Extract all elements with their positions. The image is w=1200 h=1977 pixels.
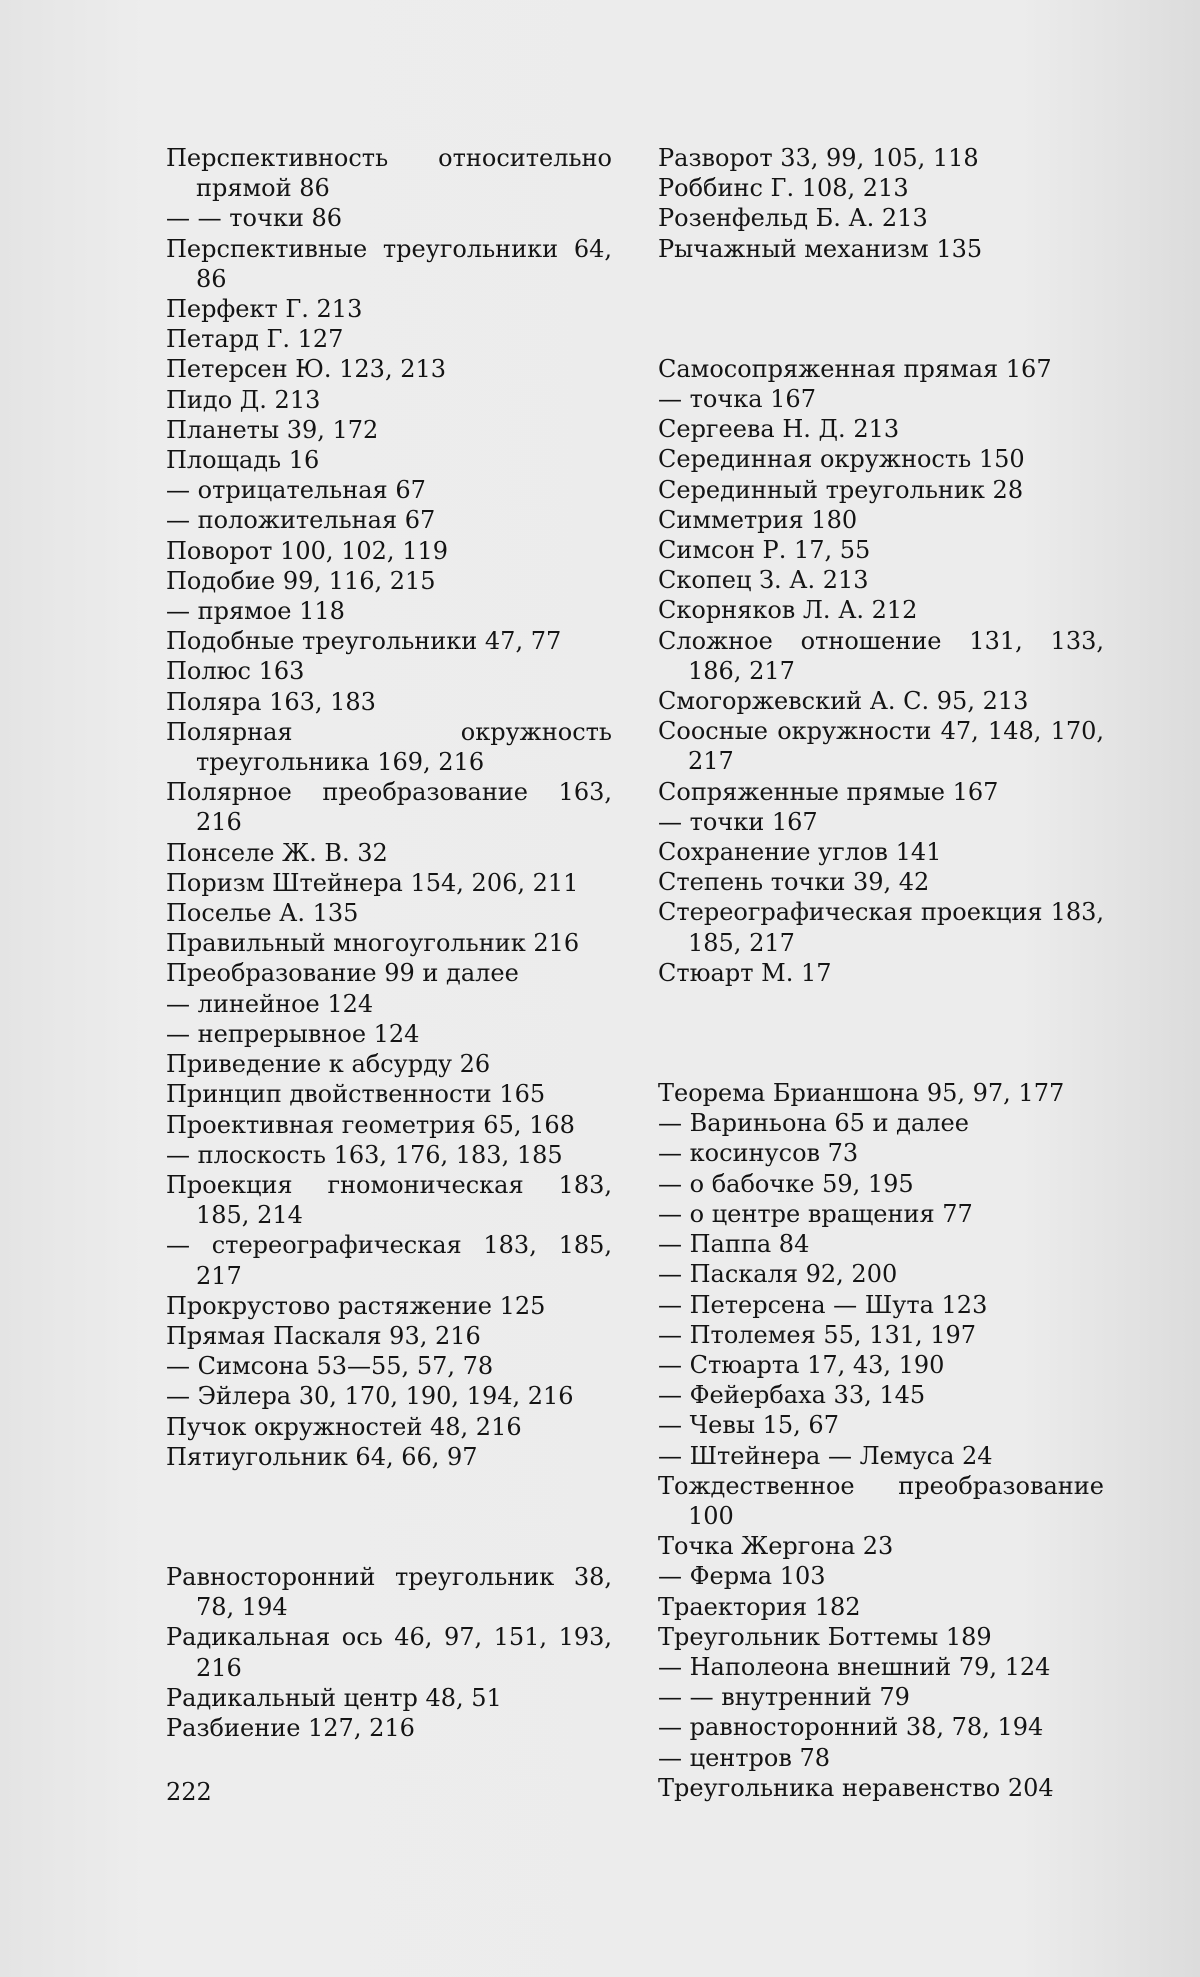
index-entry: — непрерывное 124 — [166, 1019, 420, 1048]
index-entry: — Симсона 53—55, 57, 78 — [166, 1352, 494, 1381]
index-entry: Перфект Г. 213 — [166, 295, 363, 324]
section-gap — [658, 988, 1104, 1078]
index-entry: — Паппа 84 — [658, 1230, 810, 1259]
index-entry: Разбиение 127, 216 — [166, 1713, 415, 1742]
index-entry: Роббинс Г. 108, 213 — [658, 174, 909, 203]
index-entry: Поляра 163, 183 — [166, 687, 376, 716]
index-entry: Петерсен Ю. 123, 213 — [166, 355, 447, 384]
section-gap — [166, 1472, 612, 1562]
index-entry: Стереографическая проекция 183, 185, 217 — [658, 898, 1104, 957]
index-entry: Стюарт М. 17 — [658, 958, 832, 987]
index-entry: — Наполеона внешний 79, 124 — [658, 1652, 1051, 1681]
index-entry: Степень точки 39, 42 — [658, 868, 930, 897]
index-entry: Смогоржевский А. С. 95, 213 — [658, 687, 1029, 716]
index-entry: Пучок окружностей 48, 216 — [166, 1412, 522, 1441]
index-entry: — точки 167 — [658, 807, 818, 836]
index-entry: Прямая Паскаля 93, 216 — [166, 1321, 481, 1350]
index-entry: — Птолемея 55, 131, 197 — [658, 1320, 977, 1349]
page-number: 222 — [166, 1778, 212, 1806]
index-entry: Теорема Брианшона 95, 97, 177 — [658, 1079, 1065, 1108]
index-entry: Сергеева Н. Д. 213 — [658, 415, 900, 444]
index-entry: Сложное отношение 131, 133, 186, 217 — [658, 626, 1104, 685]
index-entry: — Штейнера — Лемуса 24 — [658, 1441, 993, 1470]
index-entry: Тождественное преобразование 100 — [658, 1471, 1104, 1530]
index-column-right — [658, 143, 1104, 1803]
index-entry: Сопряженные прямые 167 — [658, 777, 999, 806]
section-gap — [658, 264, 1104, 354]
index-entry: Площадь 16 — [166, 446, 320, 475]
index-entry: Полярное преобразование 163, 216 — [166, 778, 612, 837]
index-entry: — Вариньона 65 и далее — [658, 1109, 969, 1138]
index-entry: — Паскаля 92, 200 — [658, 1260, 898, 1289]
index-entry: Траектория 182 — [658, 1592, 861, 1621]
index-entry: Проективная геометрия 65, 168 — [166, 1110, 575, 1139]
index-entry: — Петерсена — Шута 123 — [658, 1290, 988, 1319]
index-entry: Приведение к абсурду 26 — [166, 1050, 491, 1079]
index-entry: Поселье А. 135 — [166, 899, 359, 928]
index-entry: Симметрия 180 — [658, 505, 858, 534]
index-entry: Треугольник Боттемы 189 — [658, 1622, 992, 1651]
index-entry: Треугольника неравенство 204 — [658, 1773, 1054, 1802]
index-entry: — положительная 67 — [166, 506, 436, 535]
index-entry: Прокрустово растяжение 125 — [166, 1291, 546, 1320]
index-entry: Скопец З. А. 213 — [658, 566, 869, 595]
index-entry: Равносторонний треугольник 38, 78, 194 — [166, 1562, 612, 1622]
index-entry: Точка Жергона 23 — [658, 1532, 894, 1561]
index-entry: — — точки 86 — [166, 204, 343, 233]
index-entry: Разворот 33, 99, 105, 118 — [658, 144, 979, 172]
index-entry: Перспективность относительно прямой 86 — [166, 144, 612, 203]
index-entry: Перспективные треугольники 64, 86 — [166, 234, 612, 293]
index-entry: — о центре вращения 77 — [658, 1199, 973, 1228]
index-entry: — Ферма 103 — [658, 1562, 826, 1591]
index-entry: — равносторонний 38, 78, 194 — [658, 1713, 1044, 1742]
index-entry: Полярная окружность треугольника 169, 216 — [166, 717, 612, 777]
index-entry: Радикальный центр 48, 51 — [166, 1683, 502, 1712]
index-entry: — Фейербаха 33, 145 — [658, 1381, 926, 1410]
index-entry: — прямое 118 — [166, 597, 345, 626]
index-entry: — центров 78 — [658, 1743, 831, 1772]
index-entry: Принцип двойственности 165 — [166, 1080, 546, 1109]
index-entry: Радикальная ось 46, 97, 151, 193, 216 — [166, 1623, 612, 1682]
index-entry: Подобные треугольники 47, 77 — [166, 627, 562, 656]
index-entry: Сохранение углов 141 — [658, 838, 942, 867]
index-entry: — о бабочке 59, 195 — [658, 1169, 914, 1198]
index-entry: Правильный многоугольник 216 — [166, 929, 580, 958]
index-entry: — точка 167 — [658, 385, 816, 414]
index-entry: Розенфельд Б. А. 213 — [658, 204, 928, 233]
index-entry: Петард Г. 127 — [166, 325, 344, 354]
index-entry: Серединная окружность 150 — [658, 445, 1025, 474]
index-entry: Поворот 100, 102, 119 — [166, 536, 448, 565]
index-entry: — — внутренний 79 — [658, 1683, 910, 1712]
index-entry: Пидо Д. 213 — [166, 385, 321, 414]
index-entry: Поризм Штейнера 154, 206, 211 — [166, 868, 579, 897]
index-entry: Проекция гномоническая 183, 185, 214 — [166, 1170, 612, 1230]
index-entry: Симсон Р. 17, 55 — [658, 536, 871, 565]
index-column-left — [166, 143, 612, 1743]
index-entry: — плоскость 163, 176, 183, 185 — [166, 1140, 563, 1169]
index-entry: — косинусов 73 — [658, 1139, 859, 1168]
index-entry: Подобие 99, 116, 215 — [166, 566, 436, 595]
index-entry: — Эйлера 30, 170, 190, 194, 216 — [166, 1382, 574, 1411]
index-entry: Серединный треугольник 28 — [658, 475, 1024, 504]
index-entry: Скорняков Л. А. 212 — [658, 596, 918, 625]
index-entry: Понселе Ж. В. 32 — [166, 838, 388, 867]
index-entry: Планеты 39, 172 — [166, 415, 379, 444]
index-entry: Самосопряженная прямая 167 — [658, 354, 1052, 383]
index-entry: — линейное 124 — [166, 989, 374, 1018]
index-entry: — стереографическая 183, 185, 217 — [166, 1231, 612, 1290]
index-entry: Преобразование 99 и далее — [166, 959, 519, 988]
index-entry: — Стюарта 17, 43, 190 — [658, 1350, 945, 1379]
index-entry: — отрицательная 67 — [166, 476, 426, 505]
index-entry: Рычажный механизм 135 — [658, 234, 983, 263]
index-entry: — Чевы 15, 67 — [658, 1411, 839, 1440]
index-entry: Пятиугольник 64, 66, 97 — [166, 1442, 478, 1471]
index-entry: Соосные окружности 47, 148, 170, 217 — [658, 717, 1104, 776]
index-entry: Полюс 163 — [166, 657, 305, 686]
